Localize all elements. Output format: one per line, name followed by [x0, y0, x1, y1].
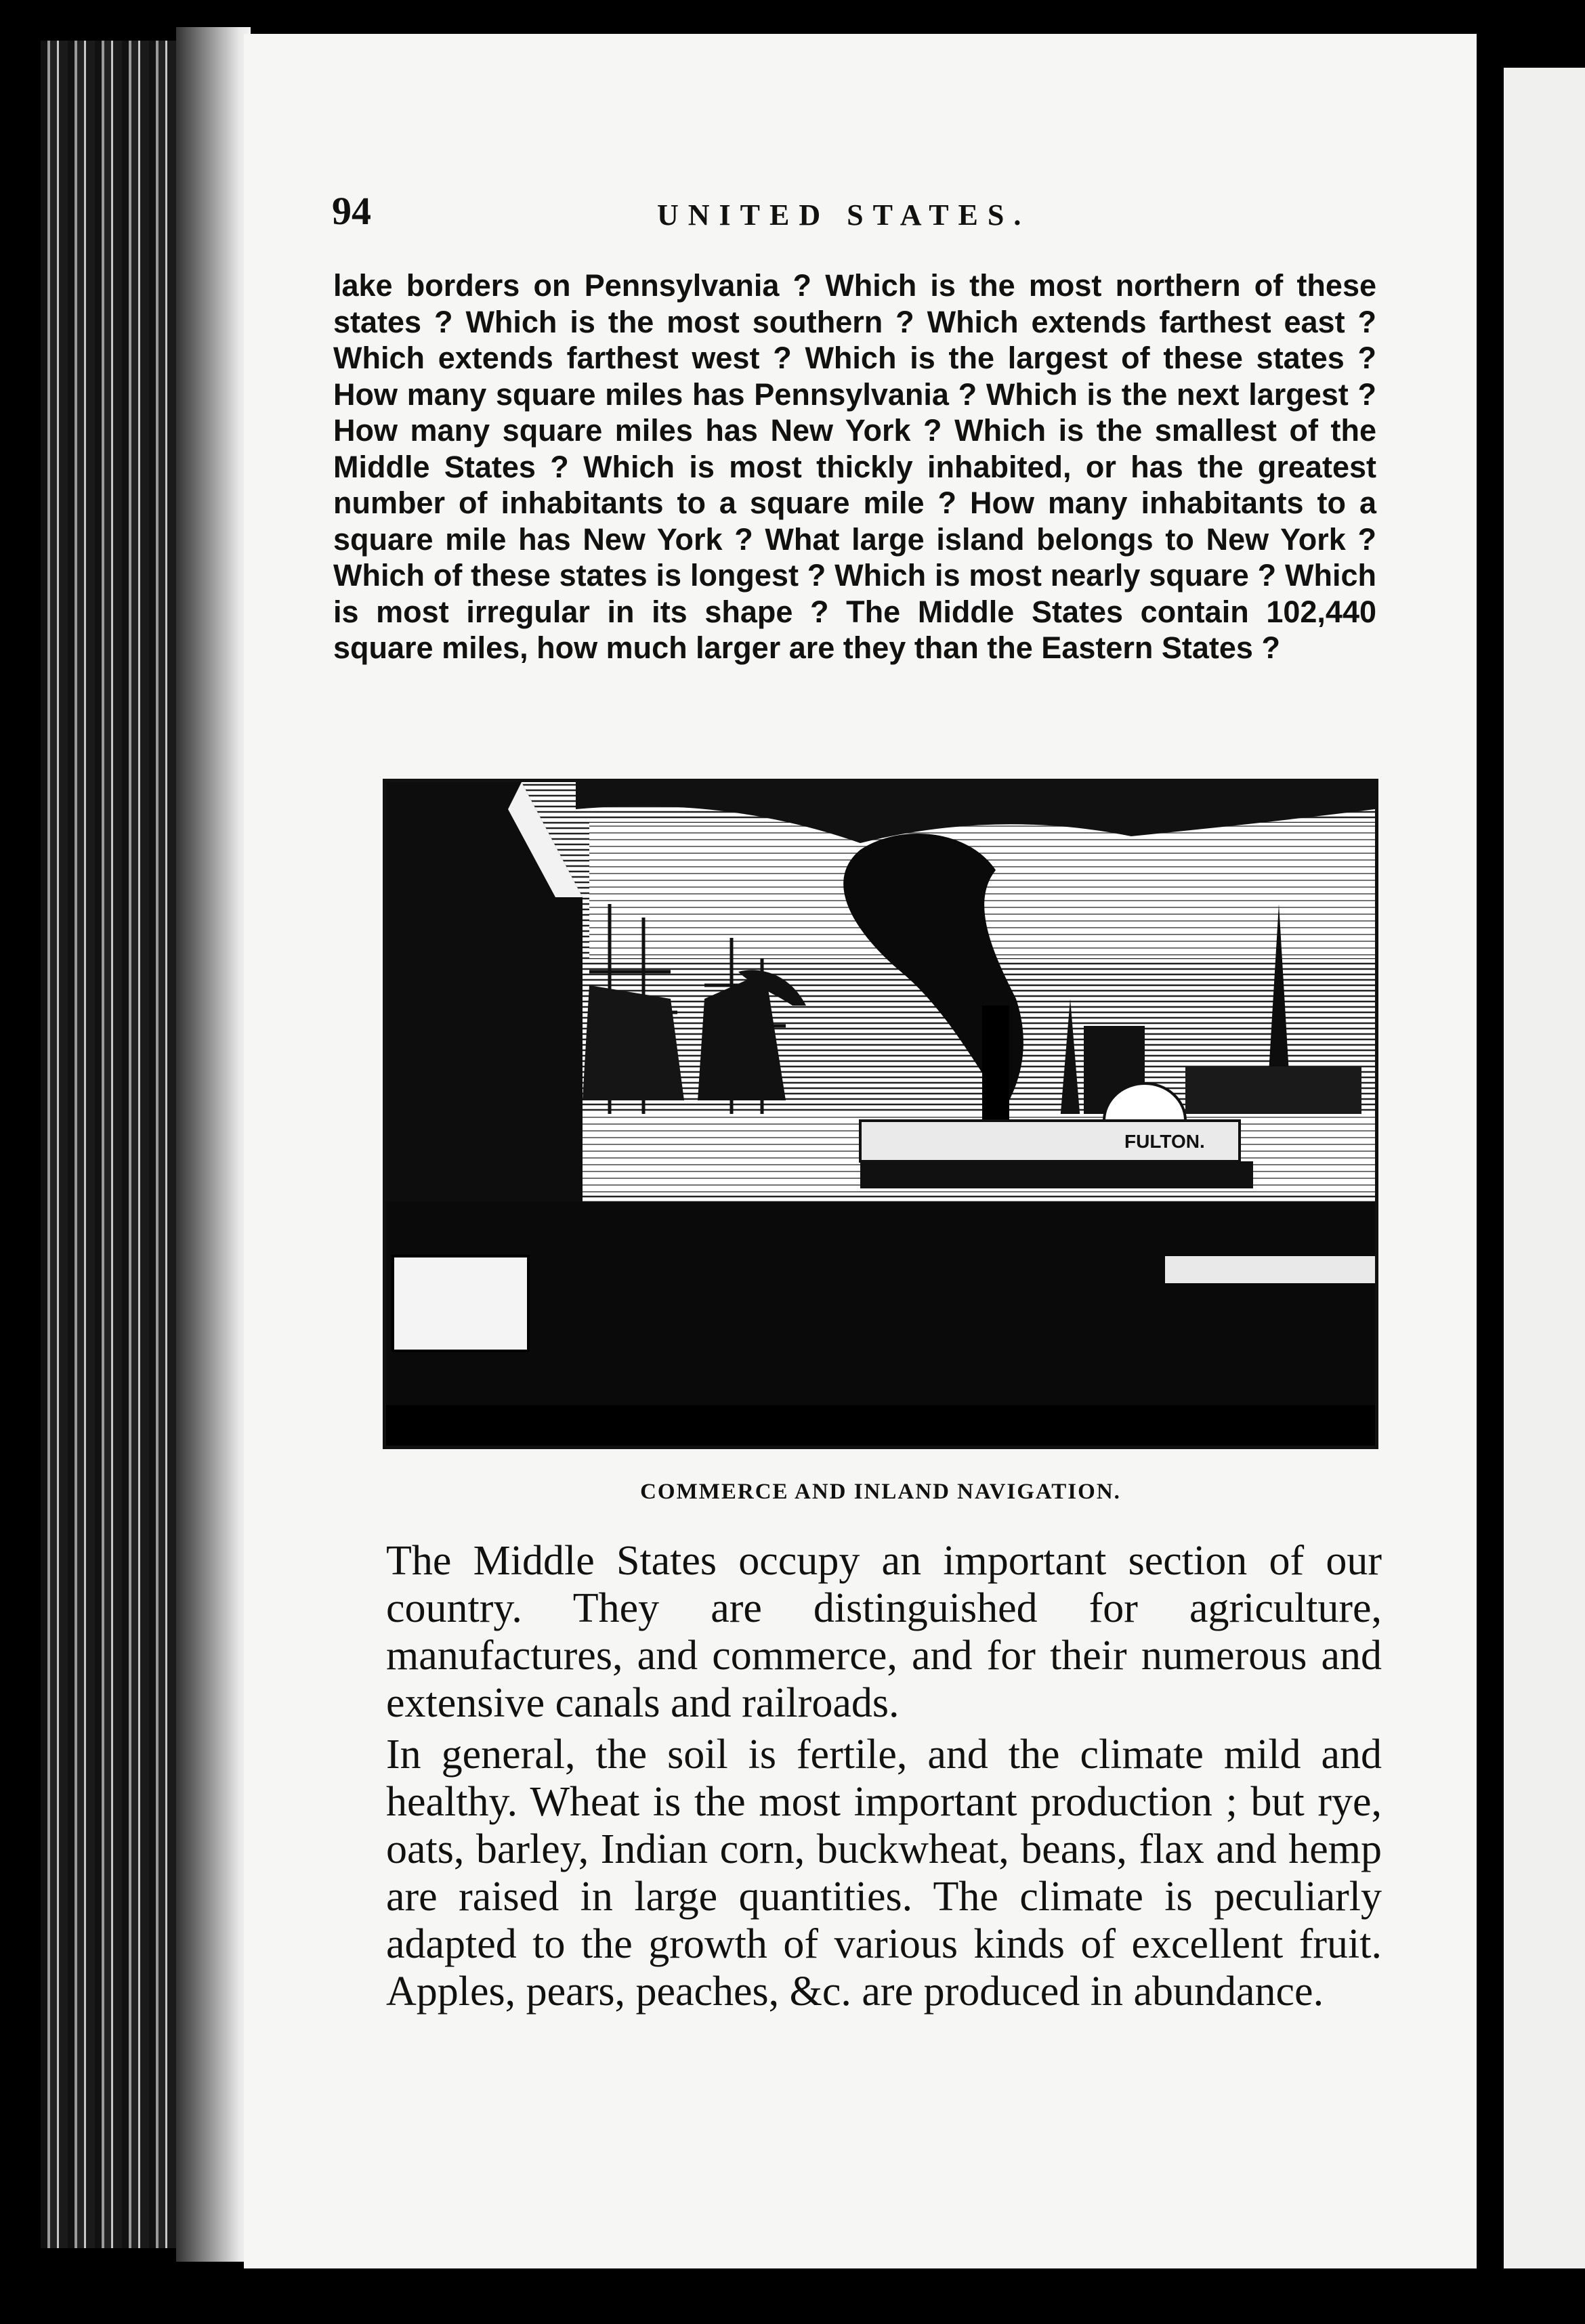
page-header — [332, 183, 1402, 244]
body-text — [386, 1537, 1382, 2019]
paragraph: The Middle States occupy an important section of our country. They are distinguished for agriculture, manufactures, and commerce, and for their numerous and extensive canals and railroads. — [386, 1538, 1382, 1726]
paragraph: In general, the soil is fertile, and the climate mild and healthy. Wheat is the most important production ; but rye, oats, barley, Indian corn, buckwheat, beans, flax and hemp are raised in large quantities. The climate is peculiarly adapted to the growth of various kinds of excellent fruit. Apples, pears, peaches, &c. are produced in abundance. — [386, 1731, 1382, 2015]
page-divider — [1477, 41, 1504, 2275]
adjacent-page — [1504, 68, 1585, 2268]
page-number: 94 — [332, 189, 371, 233]
running-head: UNITED STATES. — [657, 198, 1031, 232]
questions-paragraph: lake borders on Pennsylvania ? Which is the most northern of these states ? Which is the most southern ? Which extends farthest east ? Which extends farthest west ? Which is the largest of these states ? How many square miles has Pennsylvania ? Which is the next largest ? How many square miles has New York ? Which is the smallest of the Middle States ? Which is most thickly inhabited, or has the greatest number of inhabitants to a square mile ? How many inhabitants to a square mile has New York ? What large island belongs to New York ? Which of these states is longest ? Which is most nearly square ? Which is most irregular in its shape ? The Middle States contain 102,440 square miles, how much larger are they than the Eastern States ? — [333, 268, 1376, 665]
engraving-illustration — [383, 779, 1378, 1449]
page-gutter-shadow — [176, 27, 251, 2262]
harbor-scene-image — [386, 782, 1375, 1446]
boat-name-label: FULTON. — [1124, 1131, 1205, 1152]
figure-caption: COMMERCE AND INLAND NAVIGATION. — [640, 1480, 1121, 1504]
